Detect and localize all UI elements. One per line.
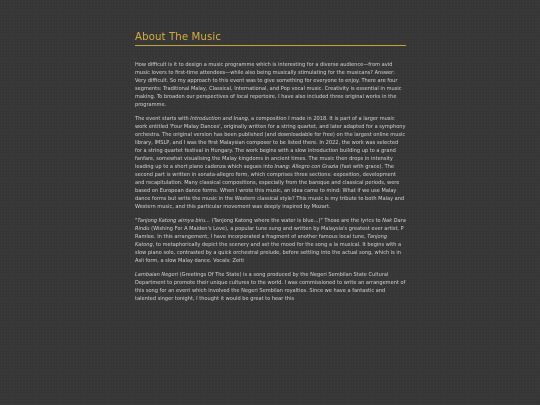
italic-title-text: Introduction and Inang (190, 116, 248, 122)
italic-title-text: Inang: Allegro con Grazia (274, 164, 339, 170)
paragraph-text: (fast with grace). The second part is written in sonata-allegro form, which comprises three sections: exposition, development and recapitulation. Many classical compositions, especially from the baroque and classical periods, were based on European dance forms. When I wrote this music, an idea came to mind: What if we use Malay dance forms but write the music in the Western classical style? This music is my tribute to both Malay and Western music, and this particular movement was deeply inspired by Mozart. (135, 164, 405, 210)
paragraph-text: , to metaphorically depict the scenery and set the mood for the song a la musical. It begins with a slow piano solo, contrasted by a quick orchestral prelude, before settling into the actual song, which is in Asli form, a slow Malay dance. Vocals: Zeiti (135, 242, 402, 264)
italic-title-text: Tanjong Katong (135, 234, 388, 248)
paragraph (135, 115, 406, 211)
paragraph-text: The event starts with (135, 116, 191, 122)
paragraph-text: How difficult is it to design a music programme which is interesting for a diverse audience—from avid music lovers to first-time attendees—while also being musically stimulating for the musicans? Answer: Very difficult. So my approach to this event was to give something for everyone to enjoy. There are four segments: Traditional Malay, Classical, International, and Pop vocal music. Creativity is essential in music making. To broaden our perspectives of local repertoire, I have also included three original works in the programme. (135, 62, 402, 108)
paragraph-text: (Wishing For A Maiden's Love), a popular tune sung and written by Malaysia's greatest ever artist, P Ramlee. In this arrangement, I have incorporated a fragment of another famous local tune, (135, 226, 404, 240)
paragraph-text: " (135, 218, 138, 224)
paragraph-text: , a composition I made in 2018. It is part of a larger music work entitled 'Four Malay Dances', originally written for a string quartet, and later adapted for a symphony orchestra. The original version has been published (and downloadable for free) on the largest online music library, IMSLP, and I was the first Malaysian composer to be listed there. In 2022, the work was selected for a string quartet festival in Hungary. The work begins with a slow introduction building up to a grand fanfare, somewhat visualising the Malay kingdoms in ancient times. The music then drops in intensity leading up to a short piano cadenza which segues into (135, 116, 406, 170)
paragraph (135, 217, 406, 265)
paragraph-text: (Greetings Of The State) is a song produced by the Negeri Sembilan State Cultural Department to promote their unique cultures to the world. I was commissioned to write an arrangement of this song for an event which involved the Negeri Sembilan royalties. Since we have a fantastic and talented singer tonight, I thought it would be great to hear this (135, 272, 406, 302)
italic-title-text: Lambaian Negeri (135, 272, 179, 278)
paragraph (135, 61, 406, 109)
paragraph-text: (Tanjong Katong where the water is blue...)" Those are the lyrics to (210, 218, 383, 224)
italic-title-text: Tanjong Katong airnya biru... (137, 218, 211, 224)
italic-title-text: Nak Dara Rindu (135, 218, 406, 232)
article (135, 31, 406, 309)
page-title: About The Music (135, 31, 406, 46)
paragraph (135, 271, 406, 303)
article-body (135, 61, 406, 303)
